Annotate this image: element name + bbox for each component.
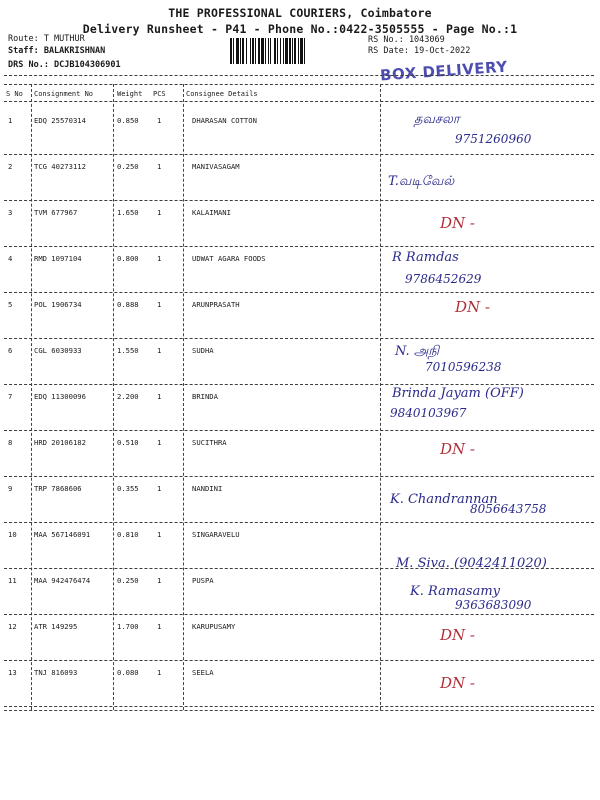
row-consignee: SINGARAVELU	[192, 530, 240, 539]
row-divider	[4, 706, 594, 707]
row-consignment-no: ATR 149295	[34, 622, 78, 631]
row-consignee: NANDINI	[192, 484, 223, 493]
row-divider	[4, 476, 594, 477]
signature-remark: DN -	[455, 298, 490, 316]
row-consignee: SUCITHRA	[192, 438, 227, 447]
signature-phone: 9786452629	[405, 272, 482, 286]
column-header-divider	[4, 101, 594, 102]
row-pcs: 1	[157, 162, 162, 171]
signature-remark: DN -	[440, 440, 475, 458]
row-pcs: 1	[157, 622, 162, 631]
table-row	[0, 622, 600, 668]
row-divider	[4, 292, 594, 293]
table-row	[0, 668, 600, 714]
row-pcs: 1	[157, 300, 162, 309]
row-weight: 1.650	[117, 208, 139, 217]
signature-remark: Brinda Jayam (OFF)	[392, 386, 524, 401]
row-consignment-no: TVM 677967	[34, 208, 78, 217]
table-row	[0, 576, 600, 622]
table-row	[0, 438, 600, 484]
row-consignment-no: CGL 6030933	[34, 346, 82, 355]
row-divider	[4, 430, 594, 431]
barcode-image	[230, 38, 358, 64]
signature-phone: 9840103967	[390, 406, 467, 420]
row-pcs: 1	[157, 392, 162, 401]
row-consignment-no: POL 1906734	[34, 300, 82, 309]
staff-label: Staff: BALAKRISHNAN	[8, 46, 106, 56]
page-title: THE PROFESSIONAL COURIERS, Coimbatore	[168, 6, 432, 20]
row-divider	[4, 384, 594, 385]
row-consignee: DHARASAN COTTON	[192, 116, 257, 125]
row-consignee: MANIVASAGAM	[192, 162, 240, 171]
column-header-sno: S No	[6, 90, 23, 98]
column-header-consignee: Consignee Details	[186, 90, 258, 98]
row-consignment-no: TRP 7868606	[34, 484, 82, 493]
column-header-pcs: PCS	[153, 90, 166, 98]
header-divider	[4, 75, 594, 76]
row-pcs: 1	[157, 346, 162, 355]
row-divider	[4, 338, 594, 339]
table-row	[0, 386, 600, 438]
row-consignee: SEELA	[192, 668, 214, 677]
signature-remark: T.வடிவேல்	[388, 174, 455, 189]
row-sno: 3	[8, 208, 13, 217]
route-label: Route: T MUTHUR	[8, 34, 85, 44]
row-divider	[4, 522, 594, 523]
row-consignment-no: TNJ 816093	[34, 668, 78, 677]
signature-phone: 9363683090	[455, 598, 532, 612]
row-weight: 1.550	[117, 346, 139, 355]
rs-number: RS No.: 1043069	[368, 35, 445, 45]
row-sno: 11	[8, 576, 17, 585]
row-consignment-no: MAA 942476474	[34, 576, 91, 585]
row-weight: 0.355	[117, 484, 139, 493]
row-weight: 0.810	[117, 530, 139, 539]
row-consignment-no: MAA 567146091	[34, 530, 91, 539]
row-sno: 4	[8, 254, 13, 263]
row-divider	[4, 246, 594, 247]
row-weight: 0.800	[117, 254, 139, 263]
header-divider-2	[4, 84, 594, 85]
row-consignee: SUDHA	[192, 346, 214, 355]
row-pcs: 1	[157, 484, 162, 493]
row-pcs: 1	[157, 116, 162, 125]
row-sno: 13	[8, 668, 17, 677]
row-pcs: 1	[157, 208, 162, 217]
row-pcs: 1	[157, 438, 162, 447]
row-divider	[4, 200, 594, 201]
signature-remark: K. Ramasamy	[410, 584, 500, 599]
signature-remark: R Ramdas	[392, 250, 459, 265]
column-header-weight: Weight	[117, 90, 143, 98]
row-divider	[4, 660, 594, 661]
table-row	[0, 250, 600, 300]
signature-remark: DN -	[440, 214, 475, 232]
row-pcs: 1	[157, 254, 162, 263]
signature-phone: 8056643758	[470, 502, 547, 516]
table-row	[0, 484, 600, 530]
row-consignee: BRINDA	[192, 392, 218, 401]
row-divider	[4, 568, 594, 569]
row-sno: 12	[8, 622, 17, 631]
row-sno: 7	[8, 392, 13, 401]
row-sno: 8	[8, 438, 13, 447]
row-weight: 2.200	[117, 392, 139, 401]
signature-phone: 9751260960	[455, 132, 532, 146]
row-consignment-no: EDQ 11300096	[34, 392, 86, 401]
box-delivery-stamp: BOX DELIVERY	[379, 57, 509, 85]
table-row	[0, 530, 600, 576]
row-sno: 6	[8, 346, 13, 355]
row-pcs: 1	[157, 530, 162, 539]
drs-number: DRS No.: DCJB104306901	[8, 60, 121, 70]
row-divider	[4, 154, 594, 155]
table-row	[0, 208, 600, 254]
row-sno: 1	[8, 116, 13, 125]
row-consignment-no: RMD 1097104	[34, 254, 82, 263]
footer-divider	[4, 710, 594, 711]
table-row	[0, 112, 600, 162]
row-consignee: KALAIMANI	[192, 208, 231, 217]
row-sno: 9	[8, 484, 13, 493]
table-row	[0, 162, 600, 208]
row-consignment-no: TCG 40273112	[34, 162, 86, 171]
row-weight: 0.850	[117, 116, 139, 125]
signature-remark: தவசலா	[414, 112, 460, 127]
row-consignment-no: HRD 20106182	[34, 438, 86, 447]
row-consignment-no: EDQ 25570314	[34, 116, 86, 125]
signature-remark: DN -	[440, 626, 475, 644]
row-sno: 5	[8, 300, 13, 309]
signature-remark: N. அநி	[395, 344, 440, 359]
signature-remark: K. Chandrannan	[390, 492, 498, 507]
row-consignee: UDWAT AGARA FOODS	[192, 254, 266, 263]
row-pcs: 1	[157, 576, 162, 585]
runsheet-subtitle: Delivery Runsheet - P41 - Phone No.:0422-3505555 - Page No.:1	[82, 22, 518, 36]
signature-phone: 7010596238	[425, 360, 502, 374]
row-weight: 0.888	[117, 300, 139, 309]
row-weight: 0.080	[117, 668, 139, 677]
signature-remark: DN -	[440, 674, 475, 692]
row-sno: 2	[8, 162, 13, 171]
row-consignee: ARUNPRASATH	[192, 300, 240, 309]
row-divider	[4, 614, 594, 615]
row-sno: 10	[8, 530, 17, 539]
signature-remark: M. Siva. (9042411020)	[396, 556, 547, 571]
row-weight: 1.700	[117, 622, 139, 631]
rs-date: RS Date: 19-Oct-2022	[368, 46, 471, 56]
row-consignee: PUSPA	[192, 576, 214, 585]
row-consignee: KARUPUSAMY	[192, 622, 236, 631]
row-weight: 0.510	[117, 438, 139, 447]
row-weight: 0.250	[117, 576, 139, 585]
row-pcs: 1	[157, 668, 162, 677]
table-row	[0, 300, 600, 346]
column-header-consignment: Consignment No	[34, 90, 94, 98]
row-weight: 0.250	[117, 162, 139, 171]
